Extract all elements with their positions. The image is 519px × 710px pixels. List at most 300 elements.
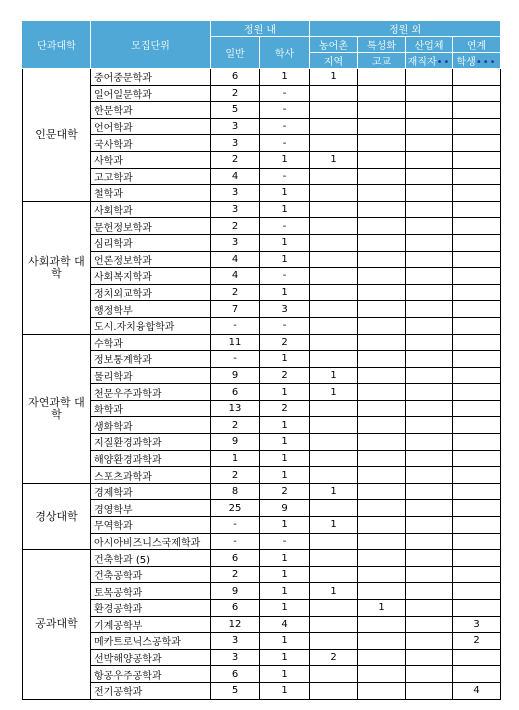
general-cell: - <box>211 317 260 334</box>
rural-cell <box>310 185 358 202</box>
industry-cell <box>406 566 453 583</box>
dept-cell: 아시아비즈니스국제학과 <box>91 533 211 550</box>
bachelor-cell: 1 <box>260 234 310 251</box>
table-row <box>23 185 501 202</box>
industry-cell <box>406 218 453 235</box>
industry-cell <box>406 583 453 600</box>
bachelor-cell: - <box>260 268 310 285</box>
dept-cell: 항공우주공학과 <box>91 666 211 683</box>
dept-cell: 건축학과 (5) <box>91 550 211 567</box>
general-cell: 13 <box>211 400 260 417</box>
special-cell <box>358 483 406 500</box>
special-cell <box>358 251 406 268</box>
header-general: 일반 <box>211 37 260 69</box>
special-cell <box>358 367 406 384</box>
general-cell: 2 <box>211 218 260 235</box>
college-cell: 공과대학 <box>23 550 91 699</box>
rural-cell <box>310 85 358 102</box>
table-row <box>23 417 501 434</box>
industry-cell <box>406 384 453 401</box>
general-cell: 3 <box>211 201 260 218</box>
dept-cell: 경영학부 <box>91 500 211 517</box>
header-rural-line2: 지역 <box>310 53 358 69</box>
bachelor-cell: 2 <box>260 367 310 384</box>
header-within-quota: 정원 내 <box>211 21 310 37</box>
dept-cell: 지질환경과학과 <box>91 434 211 451</box>
table-row <box>23 600 501 617</box>
link-cell <box>453 666 501 683</box>
special-cell <box>358 102 406 119</box>
table-row <box>23 284 501 301</box>
bachelor-cell: 2 <box>260 400 310 417</box>
bachelor-cell: 1 <box>260 633 310 650</box>
general-cell: 6 <box>211 384 260 401</box>
college-cell: 인문대학 <box>23 69 91 202</box>
rural-cell: 2 <box>310 649 358 666</box>
dept-cell: 천문우주과학과 <box>91 384 211 401</box>
bachelor-cell: 1 <box>260 351 310 368</box>
general-cell: 3 <box>211 135 260 152</box>
general-cell: 4 <box>211 168 260 185</box>
general-cell: 3 <box>211 633 260 650</box>
special-cell <box>358 151 406 168</box>
table-row <box>23 201 501 218</box>
link-cell <box>453 69 501 86</box>
table-row <box>23 550 501 567</box>
bachelor-cell: - <box>260 533 310 550</box>
special-cell <box>358 69 406 86</box>
bachelor-cell: - <box>260 135 310 152</box>
general-cell: 2 <box>211 467 260 484</box>
rural-cell <box>310 616 358 633</box>
bachelor-cell: 1 <box>260 384 310 401</box>
quota-table <box>22 20 501 700</box>
table-row <box>23 533 501 550</box>
special-cell <box>358 517 406 534</box>
link-cell <box>453 118 501 135</box>
link-cell <box>453 434 501 451</box>
table-row <box>23 69 501 86</box>
general-cell: 5 <box>211 682 260 699</box>
general-cell: 2 <box>211 85 260 102</box>
dept-cell: 고고학과 <box>91 168 211 185</box>
link-cell <box>453 135 501 152</box>
industry-cell <box>406 417 453 434</box>
table-header <box>23 21 501 69</box>
header-link-text: 학생 <box>456 57 476 68</box>
table-row <box>23 434 501 451</box>
table-row <box>23 500 501 517</box>
link-cell <box>453 85 501 102</box>
header-college: 단과대학 <box>23 21 91 69</box>
link-cell <box>453 201 501 218</box>
link-cell <box>453 400 501 417</box>
table-row <box>23 666 501 683</box>
table-body <box>23 69 501 700</box>
link-cell <box>453 251 501 268</box>
special-cell <box>358 633 406 650</box>
link-cell <box>453 102 501 119</box>
bachelor-cell: 9 <box>260 500 310 517</box>
rural-cell <box>310 234 358 251</box>
dept-cell: 전기공학과 <box>91 682 211 699</box>
rural-cell: 1 <box>310 151 358 168</box>
general-cell: 7 <box>211 301 260 318</box>
table-row <box>23 517 501 534</box>
special-cell <box>358 218 406 235</box>
rural-cell <box>310 400 358 417</box>
special-cell <box>358 417 406 434</box>
link-cell <box>453 450 501 467</box>
rural-cell <box>310 417 358 434</box>
table-row <box>23 351 501 368</box>
rural-cell <box>310 118 358 135</box>
header-link-line1: 연계 <box>453 37 501 53</box>
bachelor-cell: 1 <box>260 284 310 301</box>
header-special-line1: 특성화 <box>358 37 406 53</box>
rural-cell <box>310 135 358 152</box>
industry-cell <box>406 301 453 318</box>
dept-cell: 토목공학과 <box>91 583 211 600</box>
general-cell: 2 <box>211 566 260 583</box>
general-cell: 12 <box>211 616 260 633</box>
industry-cell <box>406 649 453 666</box>
header-industry-footnote-mark: •• <box>436 57 451 68</box>
rural-cell <box>310 682 358 699</box>
link-cell <box>453 649 501 666</box>
rural-cell <box>310 600 358 617</box>
special-cell <box>358 533 406 550</box>
table-row <box>23 218 501 235</box>
special-cell <box>358 649 406 666</box>
table-row <box>23 483 501 500</box>
special-cell <box>358 384 406 401</box>
header-bachelor: 학사 <box>260 37 310 69</box>
general-cell: - <box>211 517 260 534</box>
table-row <box>23 151 501 168</box>
general-cell: 9 <box>211 367 260 384</box>
rural-cell <box>310 317 358 334</box>
general-cell: 2 <box>211 151 260 168</box>
general-cell: 6 <box>211 69 260 86</box>
table-row <box>23 384 501 401</box>
industry-cell <box>406 334 453 351</box>
header-industry-line2 <box>406 53 453 69</box>
link-cell <box>453 367 501 384</box>
industry-cell <box>406 434 453 451</box>
special-cell: 1 <box>358 600 406 617</box>
bachelor-cell: 3 <box>260 301 310 318</box>
industry-cell <box>406 168 453 185</box>
industry-cell <box>406 185 453 202</box>
table-row <box>23 583 501 600</box>
general-cell: 1 <box>211 450 260 467</box>
link-cell: 2 <box>453 633 501 650</box>
bachelor-cell: 1 <box>260 550 310 567</box>
link-cell <box>453 566 501 583</box>
link-cell <box>453 417 501 434</box>
header-special-line2: 고교 <box>358 53 406 69</box>
general-cell: 3 <box>211 234 260 251</box>
rural-cell <box>310 500 358 517</box>
industry-cell <box>406 500 453 517</box>
rural-cell <box>310 533 358 550</box>
industry-cell <box>406 517 453 534</box>
rural-cell <box>310 633 358 650</box>
general-cell: 6 <box>211 600 260 617</box>
table-row <box>23 234 501 251</box>
special-cell <box>358 666 406 683</box>
link-cell <box>453 483 501 500</box>
rural-cell <box>310 566 358 583</box>
dept-cell: 행정학부 <box>91 301 211 318</box>
college-cell: 사회과학 대학 <box>23 201 91 334</box>
special-cell <box>358 234 406 251</box>
industry-cell <box>406 135 453 152</box>
bachelor-cell: 1 <box>260 666 310 683</box>
industry-cell <box>406 201 453 218</box>
industry-cell <box>406 550 453 567</box>
industry-cell <box>406 118 453 135</box>
rural-cell: 1 <box>310 384 358 401</box>
special-cell <box>358 434 406 451</box>
rural-cell <box>310 467 358 484</box>
dept-cell: 메카트로닉스공학과 <box>91 633 211 650</box>
rural-cell <box>310 434 358 451</box>
dept-cell: 환경공학과 <box>91 600 211 617</box>
link-cell <box>453 550 501 567</box>
special-cell <box>358 566 406 583</box>
bachelor-cell: 1 <box>260 566 310 583</box>
special-cell <box>358 400 406 417</box>
dept-cell: 경제학과 <box>91 483 211 500</box>
table-row <box>23 168 501 185</box>
link-cell <box>453 500 501 517</box>
general-cell: 4 <box>211 268 260 285</box>
dept-cell: 사회학과 <box>91 201 211 218</box>
bachelor-cell: 1 <box>260 251 310 268</box>
rural-cell: 1 <box>310 517 358 534</box>
industry-cell <box>406 251 453 268</box>
general-cell: - <box>211 533 260 550</box>
table-row <box>23 334 501 351</box>
table-row <box>23 616 501 633</box>
general-cell: 9 <box>211 434 260 451</box>
bachelor-cell: 2 <box>260 483 310 500</box>
general-cell: - <box>211 351 260 368</box>
rural-cell <box>310 218 358 235</box>
industry-cell <box>406 85 453 102</box>
table-row <box>23 251 501 268</box>
special-cell <box>358 168 406 185</box>
special-cell <box>358 583 406 600</box>
industry-cell <box>406 483 453 500</box>
table-row <box>23 317 501 334</box>
dept-cell: 건축공학과 <box>91 566 211 583</box>
bachelor-cell: 1 <box>260 185 310 202</box>
dept-cell: 수학과 <box>91 334 211 351</box>
industry-cell <box>406 682 453 699</box>
bachelor-cell: 2 <box>260 334 310 351</box>
general-cell: 2 <box>211 417 260 434</box>
link-cell <box>453 268 501 285</box>
rural-cell <box>310 284 358 301</box>
dept-cell: 국사학과 <box>91 135 211 152</box>
rural-cell <box>310 102 358 119</box>
table-row <box>23 450 501 467</box>
table-row <box>23 682 501 699</box>
header-link-footnote-mark: ••• <box>475 57 497 68</box>
special-cell <box>358 135 406 152</box>
dept-cell: 언어학과 <box>91 118 211 135</box>
special-cell <box>358 185 406 202</box>
bachelor-cell: 1 <box>260 201 310 218</box>
bachelor-cell: 1 <box>260 600 310 617</box>
general-cell: 25 <box>211 500 260 517</box>
rural-cell <box>310 268 358 285</box>
link-cell <box>453 600 501 617</box>
link-cell <box>453 384 501 401</box>
table-row <box>23 566 501 583</box>
dept-cell: 사학과 <box>91 151 211 168</box>
link-cell <box>453 334 501 351</box>
bachelor-cell: - <box>260 118 310 135</box>
special-cell <box>358 85 406 102</box>
link-cell: 3 <box>453 616 501 633</box>
table-row <box>23 135 501 152</box>
dept-cell: 선박해양공학과 <box>91 649 211 666</box>
industry-cell <box>406 467 453 484</box>
rural-cell <box>310 334 358 351</box>
special-cell <box>358 450 406 467</box>
bachelor-cell: 1 <box>260 649 310 666</box>
dept-cell: 사회복지학과 <box>91 268 211 285</box>
dept-cell: 정치외교학과 <box>91 284 211 301</box>
industry-cell <box>406 351 453 368</box>
header-dept: 모집단위 <box>91 21 211 69</box>
industry-cell <box>406 69 453 86</box>
link-cell <box>453 301 501 318</box>
general-cell: 4 <box>211 251 260 268</box>
link-cell <box>453 517 501 534</box>
link-cell <box>453 533 501 550</box>
bachelor-cell: - <box>260 317 310 334</box>
industry-cell <box>406 317 453 334</box>
rural-cell <box>310 168 358 185</box>
table-row <box>23 367 501 384</box>
table-row <box>23 102 501 119</box>
general-cell: 9 <box>211 583 260 600</box>
table-row <box>23 301 501 318</box>
general-cell: 2 <box>211 284 260 301</box>
rural-cell: 1 <box>310 583 358 600</box>
header-industry-text: 재직자 <box>407 57 437 68</box>
industry-cell <box>406 284 453 301</box>
bachelor-cell: 1 <box>260 467 310 484</box>
link-cell <box>453 351 501 368</box>
rural-cell <box>310 666 358 683</box>
link-cell: 4 <box>453 682 501 699</box>
table-row <box>23 633 501 650</box>
industry-cell <box>406 151 453 168</box>
general-cell: 11 <box>211 334 260 351</box>
special-cell <box>358 118 406 135</box>
general-cell: 6 <box>211 550 260 567</box>
header-link-line2 <box>453 53 501 69</box>
dept-cell: 물리학과 <box>91 367 211 384</box>
link-cell <box>453 185 501 202</box>
link-cell <box>453 218 501 235</box>
table-row <box>23 85 501 102</box>
bachelor-cell: 4 <box>260 616 310 633</box>
link-cell <box>453 284 501 301</box>
industry-cell <box>406 633 453 650</box>
dept-cell: 문헌정보학과 <box>91 218 211 235</box>
dept-cell: 중어중문학과 <box>91 69 211 86</box>
industry-cell <box>406 102 453 119</box>
industry-cell <box>406 450 453 467</box>
general-cell: 5 <box>211 102 260 119</box>
college-cell: 경상대학 <box>23 483 91 549</box>
general-cell: 8 <box>211 483 260 500</box>
industry-cell <box>406 666 453 683</box>
rural-cell <box>310 251 358 268</box>
bachelor-cell: - <box>260 218 310 235</box>
link-cell <box>453 151 501 168</box>
dept-cell: 생화학과 <box>91 417 211 434</box>
special-cell <box>358 301 406 318</box>
special-cell <box>358 284 406 301</box>
dept-cell: 언론정보학과 <box>91 251 211 268</box>
bachelor-cell: 1 <box>260 583 310 600</box>
dept-cell: 기계공학부 <box>91 616 211 633</box>
bachelor-cell: - <box>260 168 310 185</box>
bachelor-cell: 1 <box>260 417 310 434</box>
special-cell <box>358 334 406 351</box>
industry-cell <box>406 400 453 417</box>
dept-cell: 철학과 <box>91 185 211 202</box>
dept-cell: 스포츠과학과 <box>91 467 211 484</box>
college-cell: 자연과학 대학 <box>23 334 91 483</box>
dept-cell: 도시.자치융합학과 <box>91 317 211 334</box>
dept-cell: 심리학과 <box>91 234 211 251</box>
special-cell <box>358 616 406 633</box>
header-rural-line1: 농어촌 <box>310 37 358 53</box>
general-cell: 3 <box>211 185 260 202</box>
rural-cell <box>310 301 358 318</box>
bachelor-cell: 1 <box>260 151 310 168</box>
table-row <box>23 467 501 484</box>
rural-cell <box>310 550 358 567</box>
dept-cell: 정보통계학과 <box>91 351 211 368</box>
special-cell <box>358 351 406 368</box>
link-cell <box>453 467 501 484</box>
link-cell <box>453 317 501 334</box>
link-cell <box>453 234 501 251</box>
general-cell: 3 <box>211 118 260 135</box>
bachelor-cell: 1 <box>260 450 310 467</box>
dept-cell: 화학과 <box>91 400 211 417</box>
quota-table-container <box>22 20 501 700</box>
special-cell <box>358 268 406 285</box>
industry-cell <box>406 533 453 550</box>
special-cell <box>358 550 406 567</box>
rural-cell: 1 <box>310 483 358 500</box>
bachelor-cell: 1 <box>260 69 310 86</box>
link-cell <box>453 168 501 185</box>
bachelor-cell: 1 <box>260 517 310 534</box>
link-cell <box>453 583 501 600</box>
